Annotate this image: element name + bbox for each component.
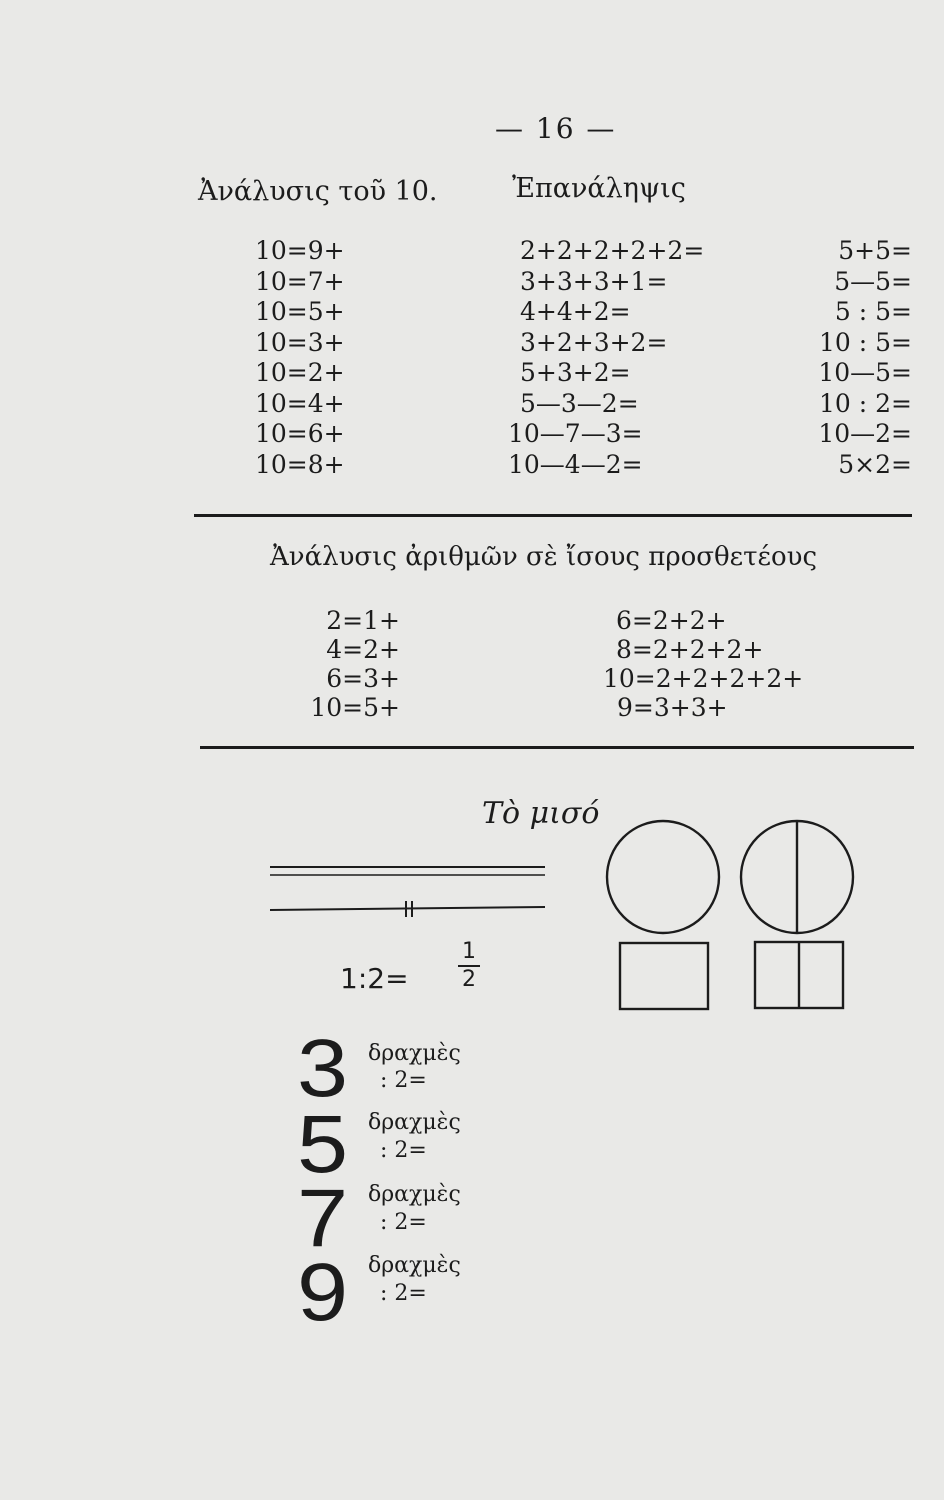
drachma-word: δραχμὲς	[368, 1041, 461, 1066]
half-heading: Τὸ μισό	[482, 796, 600, 831]
review-row: 10 : 2=	[819, 388, 912, 418]
analysis-row: 10=2+	[255, 358, 345, 387]
shapes-diagram	[600, 815, 860, 1015]
fraction-numerator: 1	[462, 939, 476, 964]
fraction-half	[456, 940, 482, 992]
review-row: 5—3—2=	[520, 388, 639, 418]
equal-addend-row: 10=5+	[310, 693, 400, 722]
fraction-denominator: 2	[462, 967, 476, 992]
review-row: 10—7—3=	[508, 419, 643, 448]
review-row: 2+2+2+2+2=	[520, 236, 705, 265]
review-row: 3+2+3+2=	[520, 327, 668, 357]
equal-addends-left-column	[290, 606, 400, 722]
review-row: 5×2=	[838, 449, 912, 479]
section-divider	[194, 514, 912, 517]
equal-addend-row: 6=3+	[326, 664, 400, 693]
division-expression: 1:2=	[340, 962, 409, 995]
analysis-row: 10=8+	[255, 449, 345, 479]
drachma-number: 9	[297, 1247, 349, 1338]
analysis-column	[255, 236, 345, 480]
review-row: 5 : 5=	[834, 297, 912, 326]
drachma-word: δραχμὲς	[368, 1182, 461, 1207]
whole-rectangle	[620, 943, 708, 1009]
review-row: 10—5=	[818, 358, 912, 387]
drachma-number: 3	[297, 1023, 349, 1114]
equal-addend-row: 8=2+2+2+	[616, 635, 764, 664]
equal-addend-row: 6=2+2+	[616, 606, 727, 635]
review-row: 5—5=	[834, 266, 912, 296]
analysis-row: 10=9+	[255, 236, 345, 265]
drachma-operation: : 2=	[380, 1281, 427, 1306]
equal-addend-row: 10=2+2+2+2+	[603, 664, 804, 693]
drachma-number: 7	[297, 1173, 349, 1264]
equal-addend-row: 2=1+	[326, 606, 400, 635]
review-row: 10 : 5=	[819, 327, 912, 357]
halved-segment	[270, 907, 545, 910]
review-row: 4+4+2=	[520, 297, 631, 326]
segment-diagram	[260, 855, 560, 925]
analysis-row: 10=7+	[255, 266, 345, 296]
review-row: 5+5=	[838, 236, 912, 265]
drachma-number: 5	[297, 1099, 349, 1190]
analysis-row: 10=6+	[255, 419, 345, 448]
whole-circle	[607, 821, 719, 933]
drachma-word: δραχμὲς	[368, 1253, 461, 1278]
review-middle-column	[508, 236, 704, 480]
drachma-operation: : 2=	[380, 1210, 427, 1235]
drachma-operation: : 2=	[380, 1068, 427, 1093]
review-right-column	[790, 236, 912, 480]
analysis-row: 10=3+	[255, 327, 345, 357]
section-divider	[200, 746, 914, 749]
analysis-of-ten-heading: Ἀνάλυσις τοῦ 10.	[198, 176, 438, 207]
equal-addend-row: 9=3+3+	[617, 693, 728, 722]
review-row: 3+3+3+1=	[520, 266, 668, 296]
analysis-row: 10=4+	[255, 388, 345, 418]
review-row: 10—4—2=	[508, 449, 643, 479]
page-number: — 16 —	[495, 112, 617, 145]
drachma-word: δραχμὲς	[368, 1110, 461, 1135]
review-heading: Ἐπανάληψις	[512, 173, 686, 204]
analysis-row: 10=5+	[255, 297, 345, 326]
equal-addends-heading: Ἀνάλυσις ἀριθμῶν σὲ ἴσους προσθετέους	[270, 542, 818, 572]
review-row: 5+3+2=	[520, 358, 631, 387]
drachma-operation: : 2=	[380, 1138, 427, 1163]
equal-addend-row: 4=2+	[326, 635, 400, 664]
review-row: 10—2=	[818, 419, 912, 448]
equal-addends-right-column	[603, 606, 803, 722]
